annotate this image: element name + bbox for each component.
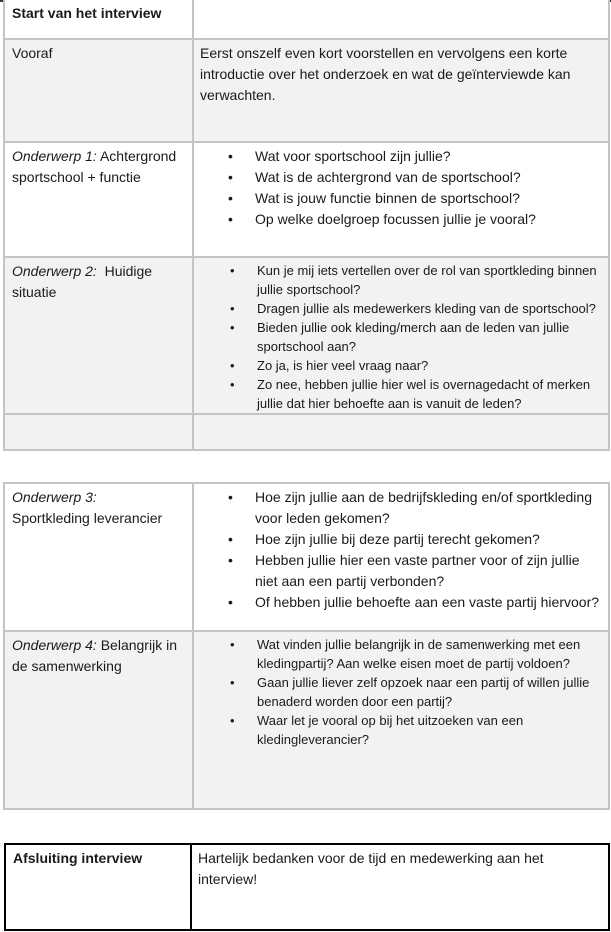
- question-item: • Hoe zijn jullie bij deze partij terecht gekomen?: [255, 529, 602, 550]
- question-item: • Hebben jullie hier een vaste partner voor of zijn jullie niet aan een partij verbonden?: [255, 550, 602, 592]
- question-item: • Wat is jouw functie binnen de sportschool?: [255, 188, 602, 209]
- question-item: • Kun je mij iets vertellen over de rol van sportkleding binnen jullie sportschool?: [257, 261, 602, 299]
- table-row-onderwerp-1: [4, 142, 609, 257]
- row-text: Hartelijk bedanken voor de tijd en medewerking aan het interview!: [191, 844, 609, 930]
- question-item: • Waar let je vooral op bij het uitzoeken van een kledingleverancier?: [257, 711, 602, 749]
- interview-table-topics: [3, 482, 610, 810]
- row-label: Onderwerp 2: Huidige situatie: [4, 257, 193, 414]
- table-row-onderwerp-4: [4, 631, 609, 809]
- row-label: [4, 414, 193, 450]
- question-item: • Gaan jullie liever zelf opzoek naar een partij of willen jullie benaderd worden door een partij?: [257, 673, 602, 711]
- table-row-afsluiting: [5, 844, 609, 930]
- question-list: [200, 635, 602, 749]
- section-content: [193, 0, 609, 39]
- question-item: • Bieden jullie ook kleding/merch aan de leden van jullie sportschool aan?: [257, 318, 602, 356]
- question-item: • Wat is de achtergrond van de sportschool?: [255, 167, 602, 188]
- section-label: Start van het interview: [4, 0, 193, 39]
- question-item: • Zo nee, hebben jullie hier wel is overnagedacht of merken jullie dat hier behoefte aan is vanuit de leden?: [257, 375, 602, 413]
- row-label: Onderwerp 1: Achtergrond sportschool + functie: [4, 142, 193, 257]
- question-item: • Op welke doelgroep focussen jullie je vooral?: [255, 209, 602, 230]
- table-row-onderwerp-3: [4, 483, 609, 631]
- table-row-empty: [4, 414, 609, 450]
- interview-table-closing: [4, 843, 610, 931]
- row-label: Vooraf: [4, 39, 193, 142]
- interview-table-start: [3, 0, 610, 451]
- question-list-cell: [193, 257, 609, 414]
- question-list: [200, 146, 602, 230]
- row-label: Onderwerp 3: Sportkleding leverancier: [4, 483, 193, 631]
- row-text: [193, 414, 609, 450]
- question-item: • Of hebben jullie behoefte aan een vaste partij hiervoor?: [255, 592, 602, 613]
- question-list-cell: [193, 631, 609, 809]
- row-text: Eerst onszelf even kort voorstellen en vervolgens een korte introductie over het onderzoek en wat de geïnterviewde kan verwachten.: [193, 39, 609, 142]
- question-list: [200, 487, 602, 613]
- question-item: • Wat voor sportschool zijn jullie?: [255, 146, 602, 167]
- table-row-vooraf: [4, 39, 609, 142]
- row-label: Onderwerp 4: Belangrijk in de samenwerking: [4, 631, 193, 809]
- question-list-cell: [193, 142, 609, 257]
- question-item: • Dragen jullie als medewerkers kleding van de sportschool?: [257, 299, 602, 318]
- table-row-header: [4, 0, 609, 39]
- question-item: • Zo ja, is hier veel vraag naar?: [257, 356, 602, 375]
- question-list-cell: [193, 483, 609, 631]
- table-row-onderwerp-2: [4, 257, 609, 414]
- question-item: • Hoe zijn jullie aan de bedrijfskleding en/of sportkleding voor leden gekomen?: [255, 487, 602, 529]
- question-list: [200, 261, 602, 413]
- section-label: Afsluiting interview: [5, 844, 191, 930]
- question-item: • Wat vinden jullie belangrijk in de samenwerking met een kledingpartij? Aan welke eisen moet de partij voldoen?: [257, 635, 602, 673]
